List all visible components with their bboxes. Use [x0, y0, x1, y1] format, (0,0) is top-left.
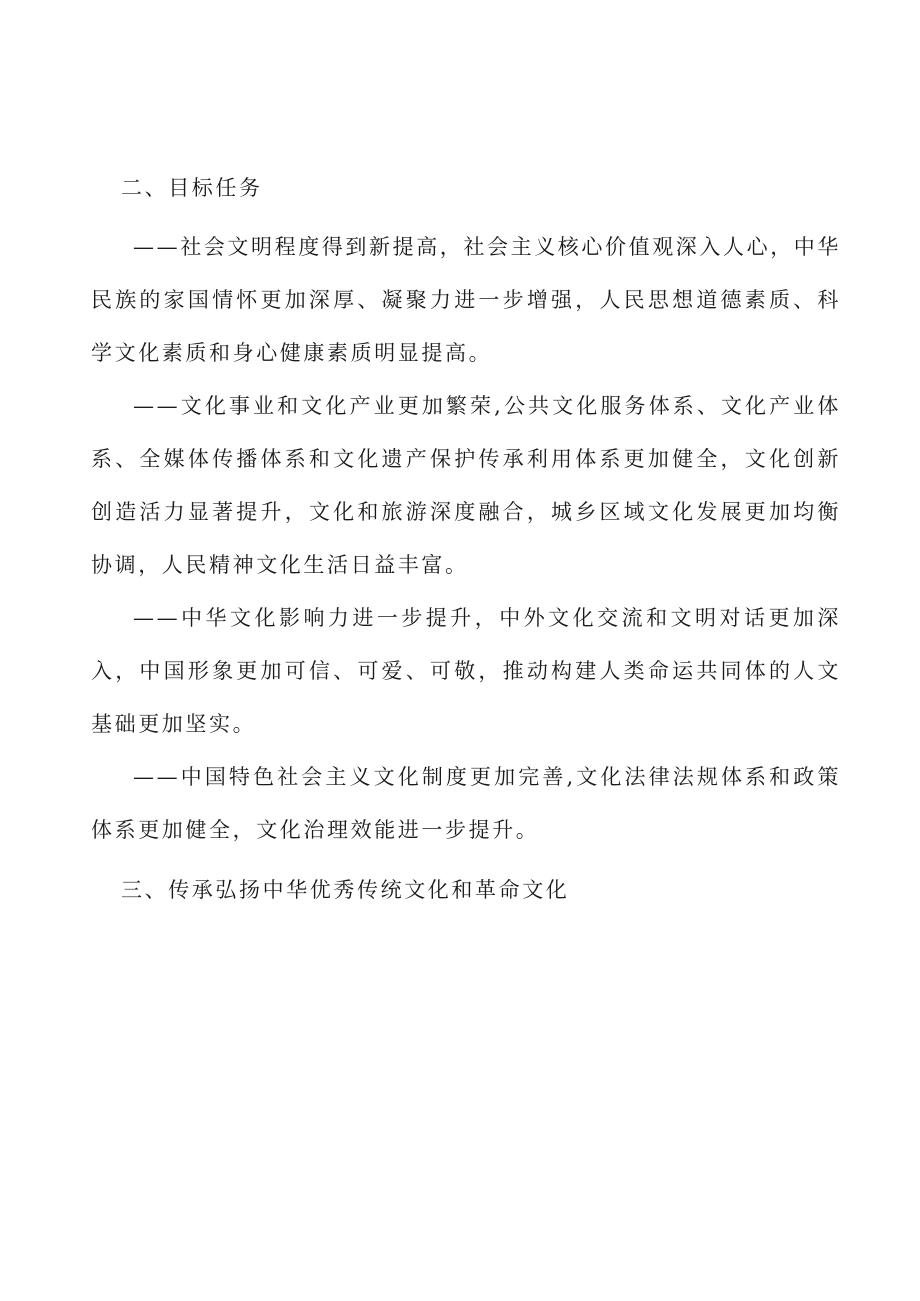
paragraph-cultural-industry: ——文化事业和文化产业更加繁荣,公共文化服务体系、文化产业体系、全媒体传播体系和文化遗产保护传承利用体系更加健全，文化创新创造活力显著提升，文化和旅游深度融合，城乡区域文化发展更加均衡协调，人民精神文化生活日益丰富。 — [91, 394, 841, 577]
paragraph-social-civilization: ——社会文明程度得到新提高，社会主义核心价值观深入人心，中华民族的家国情怀更加深厚、凝聚力进一步增强，人民思想道德素质、科学文化素质和身心健康素质明显提高。 — [91, 235, 841, 365]
document-body — [91, 168, 841, 910]
section-heading-heritage: 三、传承弘扬中华优秀传统文化和革命文化 — [121, 878, 570, 902]
paragraph-cultural-system: ——中国特色社会主义文化制度更加完善,文化法律法规体系和政策体系更加健全，文化治理效能进一步提升。 — [91, 765, 841, 842]
paragraph-cultural-influence: ——中华文化影响力进一步提升，中外文化交流和文明对话更加深入，中国形象更加可信、可爱、可敬，推动构建人类命运共同体的人文基础更加坚实。 — [91, 606, 841, 736]
section-heading-goals: 二、目标任务 — [121, 176, 263, 200]
